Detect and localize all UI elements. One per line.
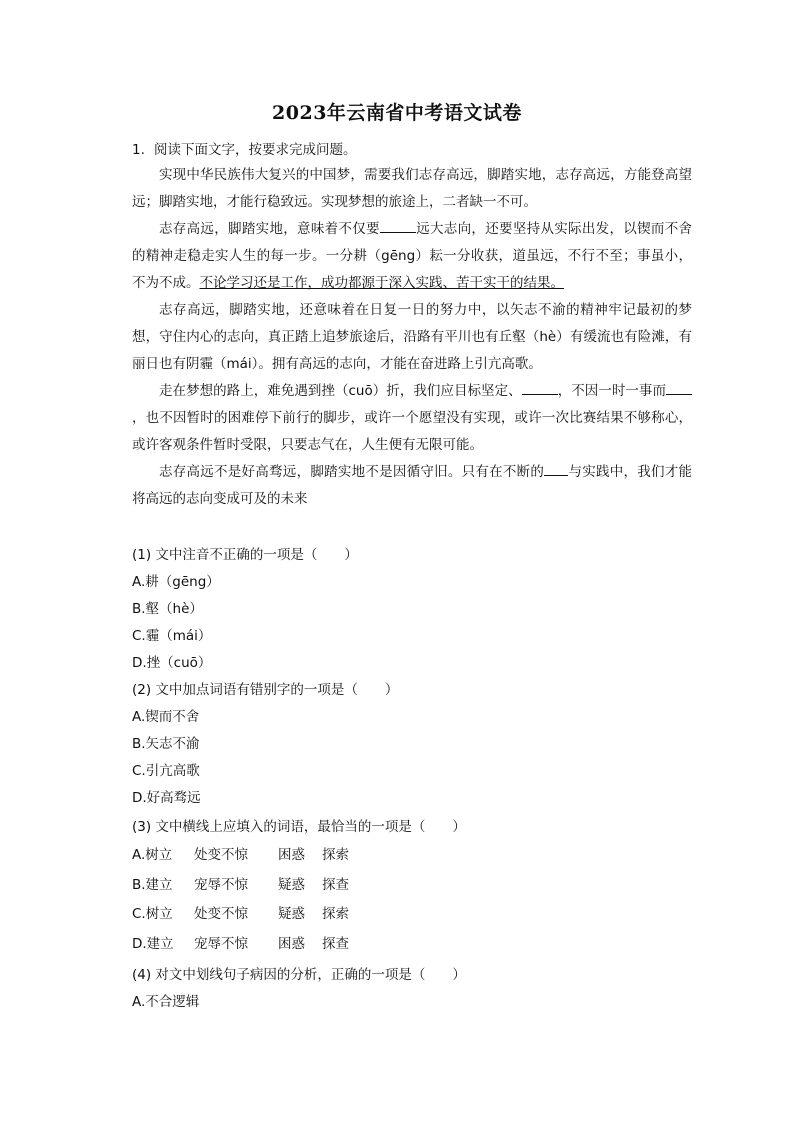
passage-paragraph-5 [132,459,692,513]
option-c[interactable]: C.引亢高歌 [132,763,200,779]
passage-text: ，不因一时一事而 [557,383,666,399]
passage-paragraph-4 [132,378,692,459]
passage-text: 与实践中，我们才能将高远的志向变成可及的未来 [132,464,693,507]
option-word: 宠辱不惊 [194,876,248,893]
question-1-prompt [132,138,357,158]
passage-paragraph-2 [132,216,692,297]
option-d[interactable]: D.好高骛远 [132,790,201,806]
option-b[interactable] [132,871,692,901]
option-word: 处变不惊 [194,847,248,863]
sub-question-stem: (2) 文中加点词语有错别字的一项是（ ） [132,682,399,698]
fill-blank [666,380,692,395]
fill-blank [522,380,558,395]
reading-passage [132,162,692,513]
sub-question-4 [132,962,692,1016]
option-a[interactable] [132,841,692,871]
question-text: 阅读下面文字，按要求完成问题。 [154,142,357,158]
option-word: 处变不惊 [194,906,248,922]
passage-text: 志存高远不是好高骛远，脚踏实地不是因循守旧。只有在不断的 [159,464,545,480]
option-a[interactable]: A.锲而不舍 [132,709,200,725]
passage-paragraph-3: 志存高远，脚踏实地，还意味着在日复一日的努力中，以矢志不渝的精神牢记最初的梦想，守住内心的志向，真正踏上追梦旅途后，沿路有平川也有丘壑（hè）有缓流也有险滩，有丽日也有阴霾（mái）。拥有高远的志向，才能在奋进路上引亢高歌。 [132,302,692,372]
option-label: C.树立 [132,906,173,922]
passage-paragraph-1: 实现中华民族伟大复兴的中国梦，需要我们志存高远，脚踏实地，志存高远，方能登高望远；脚踏实地，才能行稳致远。实现梦想的旅途上，二者缺一不可。 [132,167,692,210]
option-c[interactable] [132,900,692,930]
fill-blank [544,461,568,476]
option-word: 困惑 [278,847,305,863]
passage-text: 走在梦想的路上，难免遇到挫（cuō）折，我们应目标坚定、 [159,383,522,399]
option-d[interactable] [132,930,692,960]
option-word: 探查 [322,876,349,893]
sub-question-stem: (3) 文中横线上应填入的词语，最恰当的一项是（ ） [132,819,466,835]
passage-text: ，也不因暂时的困难停下前行的脚步，或许一个愿望没有实现，或许一次比赛结果不够称心，或许客观条件暂时受限，只要志气在，人生便有无限可能。 [132,410,692,453]
option-label: D.建立 [132,935,174,952]
option-a[interactable]: A.耕（gēng） [132,574,220,590]
underlined-sentence: 不论学习还是工作，成功都源于深入实践、苦干实干的结果。 [199,275,564,291]
option-word: 疑惑 [278,876,305,893]
fill-blank [380,218,416,233]
passage-text: 志存高远，脚踏实地，意味着不仅要 [159,221,380,237]
option-word: 宠辱不惊 [194,935,248,952]
option-label: B.建立 [132,876,173,893]
question-number: 1. [132,142,145,158]
option-label: A.树立 [132,847,173,863]
option-word: 困惑 [278,935,305,952]
option-a[interactable]: A.不合逻辑 [132,994,200,1010]
option-word: 探索 [322,847,349,863]
passage-text: 远大志向，还要坚持从实际出发，以锲而不舍的精神走稳走实人生的每一步。一分耕（gēng）耘一分收获，道虽远，不行不至；事虽小，不为不成。 [132,221,693,291]
option-b[interactable]: B.壑（hè） [132,601,203,617]
option-word: 探查 [322,935,349,952]
sub-question-3 [132,814,692,959]
option-word: 探索 [322,906,349,922]
option-c[interactable]: C.霾（mái） [132,628,212,644]
page-title: 2023年云南省中考语文试卷 [272,102,522,124]
option-b[interactable]: B.矢志不渝 [132,736,200,752]
sub-question-stem: (1) 文中注音不正确的一项是（ ） [132,547,358,563]
sub-question-stem: (4) 对文中划线句子病因的分析，正确的一项是（ ） [132,967,466,983]
option-word: 疑惑 [278,906,305,922]
sub-question-2 [132,677,692,812]
sub-question-1 [132,542,692,677]
option-d[interactable]: D.挫（cuō） [132,655,212,671]
